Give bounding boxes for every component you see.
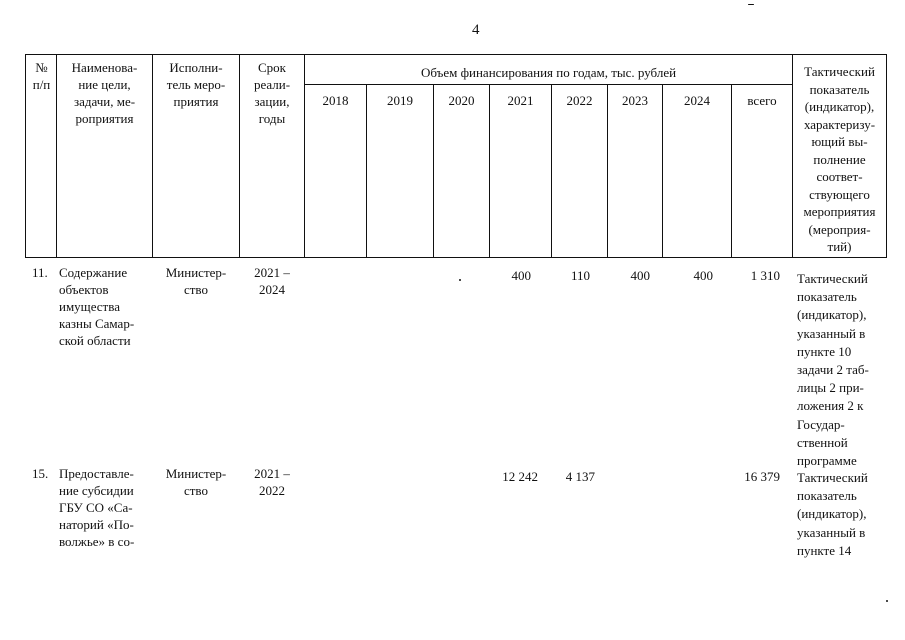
header-indicator: Тактический показатель (индикатор), характеризу- ющий вы- полнение соответ- ствующего мероприятия (мероприя- тий) <box>803 64 876 254</box>
header-year-2023: 2023 <box>622 93 648 108</box>
header-year-2024: 2024 <box>684 93 710 108</box>
header-year-2019: 2019 <box>387 93 413 108</box>
value-total: 16 379 <box>744 469 780 484</box>
row-name: Содержание объектов имущества казны Самар- ской области <box>59 265 135 348</box>
row-term: 2021 – 2022 <box>254 466 290 498</box>
row-executor: Министер- ство <box>165 466 227 498</box>
row-executor: Министер- ство <box>165 265 227 297</box>
header-name: Наименова- ние цели, задачи, ме- роприятия <box>71 60 138 126</box>
header-term: Срок реали- зации, годы <box>253 60 291 126</box>
header-year-2021: 2021 <box>507 93 534 108</box>
header-funding: Объем финансирования по годам, тыс. рублей <box>420 65 677 80</box>
row-indicator: Тактический показатель (индикатор), указанный в пункте 14 <box>797 470 868 558</box>
value-2021: 400 <box>511 268 531 283</box>
row-name: Предоставле- ние субсидии ГБУ СО «Са- наторий «По- волжье» в со- <box>59 466 135 549</box>
header-year-2020: 2020 <box>448 93 475 108</box>
col-divider <box>366 84 367 258</box>
row-number: 15. <box>32 466 49 481</box>
row-term: 2021 – 2024 <box>254 265 290 297</box>
row-number: 11. <box>32 265 48 280</box>
scan-speck <box>886 600 888 602</box>
col-divider <box>607 84 608 258</box>
header-num: № п/п <box>32 60 51 92</box>
col-divider <box>731 84 732 258</box>
value-2022: 110 <box>570 268 590 283</box>
value-2024: 400 <box>693 268 713 283</box>
funding-subheader-rule <box>304 84 792 85</box>
header-total: всего <box>747 93 777 108</box>
value-2022: 4 137 <box>565 469 595 484</box>
value-2023: 400 <box>630 268 650 283</box>
page-number: 4 <box>472 22 480 38</box>
row-indicator: Тактический показатель (индикатор), указанный в пункте 10 задачи 2 таб- лицы 2 при- ложения 2 к Государ- ственной программе <box>797 271 869 469</box>
col-divider <box>551 84 552 258</box>
header-executor: Исполни- тель меро- приятия <box>166 60 226 109</box>
scan-speck <box>459 279 461 281</box>
col-divider <box>433 84 434 258</box>
header-year-2022: 2022 <box>566 93 593 108</box>
scan-speck <box>748 4 754 5</box>
col-divider <box>489 84 490 258</box>
col-divider <box>662 84 663 258</box>
value-total: 1 310 <box>750 268 780 283</box>
header-year-2018: 2018 <box>322 93 349 108</box>
value-2021: 12 242 <box>502 469 538 484</box>
